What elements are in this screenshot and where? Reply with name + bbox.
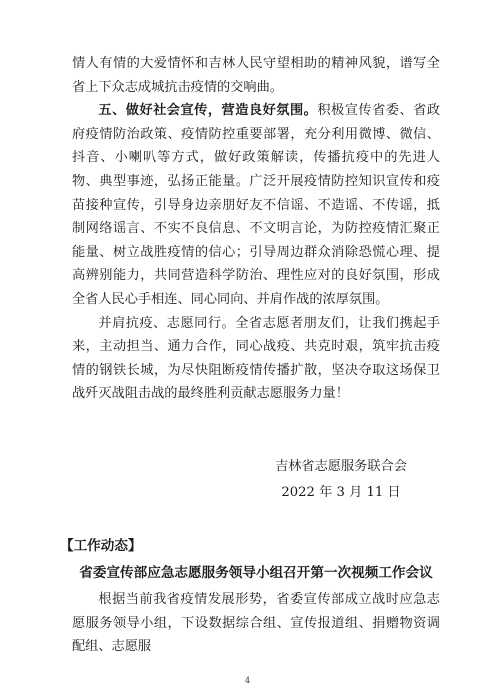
news-paragraph: 根据当前我省疫情发展形势，省委宣传部成立战时应急志愿服务领导小组，下设数据综合组、宣传报道组、捐赠物资调配组、志愿服	[72, 592, 440, 655]
news-title: 省委宣传部应急志愿服务领导小组召开第一次视频工作会议	[79, 565, 433, 581]
main-text	[72, 52, 440, 406]
section-tag: 【工作动态】	[60, 538, 142, 554]
section-5-heading: 五、做好社会宣传，营造良好氛围。	[98, 103, 318, 119]
news-body	[72, 588, 440, 659]
signature-date: 2022 年 3 月 11 日	[281, 485, 401, 500]
paragraph-closing: 并肩抗疫、志愿同行。全省志愿者朋友们，让我们携起手来，主动担当、通力合作，同心战疫、共克时艰，筑牢抗击疫情的钢铁长城，为尽快阻断疫情传播扩散，坚决夺取这场保卫战歼灭战阻击战的最终胜利贡献志愿服务力量！	[72, 315, 440, 402]
signature-organization: 吉林省志愿服务联合会	[275, 459, 407, 474]
section-5-body: 积极宣传省委、省政府疫情防治政策、疫情防控重要部署，充分利用微博、微信、抖音、小喇叭等方式，做好政策解读，传播抗疫中的先进人物、典型事迹，弘扬正能量。广泛开展疫情防控知识宣传和疫苗接种宣传，引导身边亲朋好友不信谣、不造谣、不传谣，抵制网络谣言、不实不良信息、不文明言论，为防控疫情汇聚正能量、树立战胜疫情的信心；引导周边群众消除恐慌心理、提高辨别能力，共同营造科学防治、理性应对的良好氛围，形成全省人民心手相连、同心同向、并肩作战的浓厚氛围。	[72, 103, 441, 307]
paragraph-continuation: 情人有情的大爱情怀和吉林人民守望相助的精神风貌，谱写全省上下众志成城抗击疫情的交响曲。	[72, 56, 440, 95]
page-number: 4	[244, 676, 251, 685]
paragraph-section-5	[72, 99, 440, 311]
